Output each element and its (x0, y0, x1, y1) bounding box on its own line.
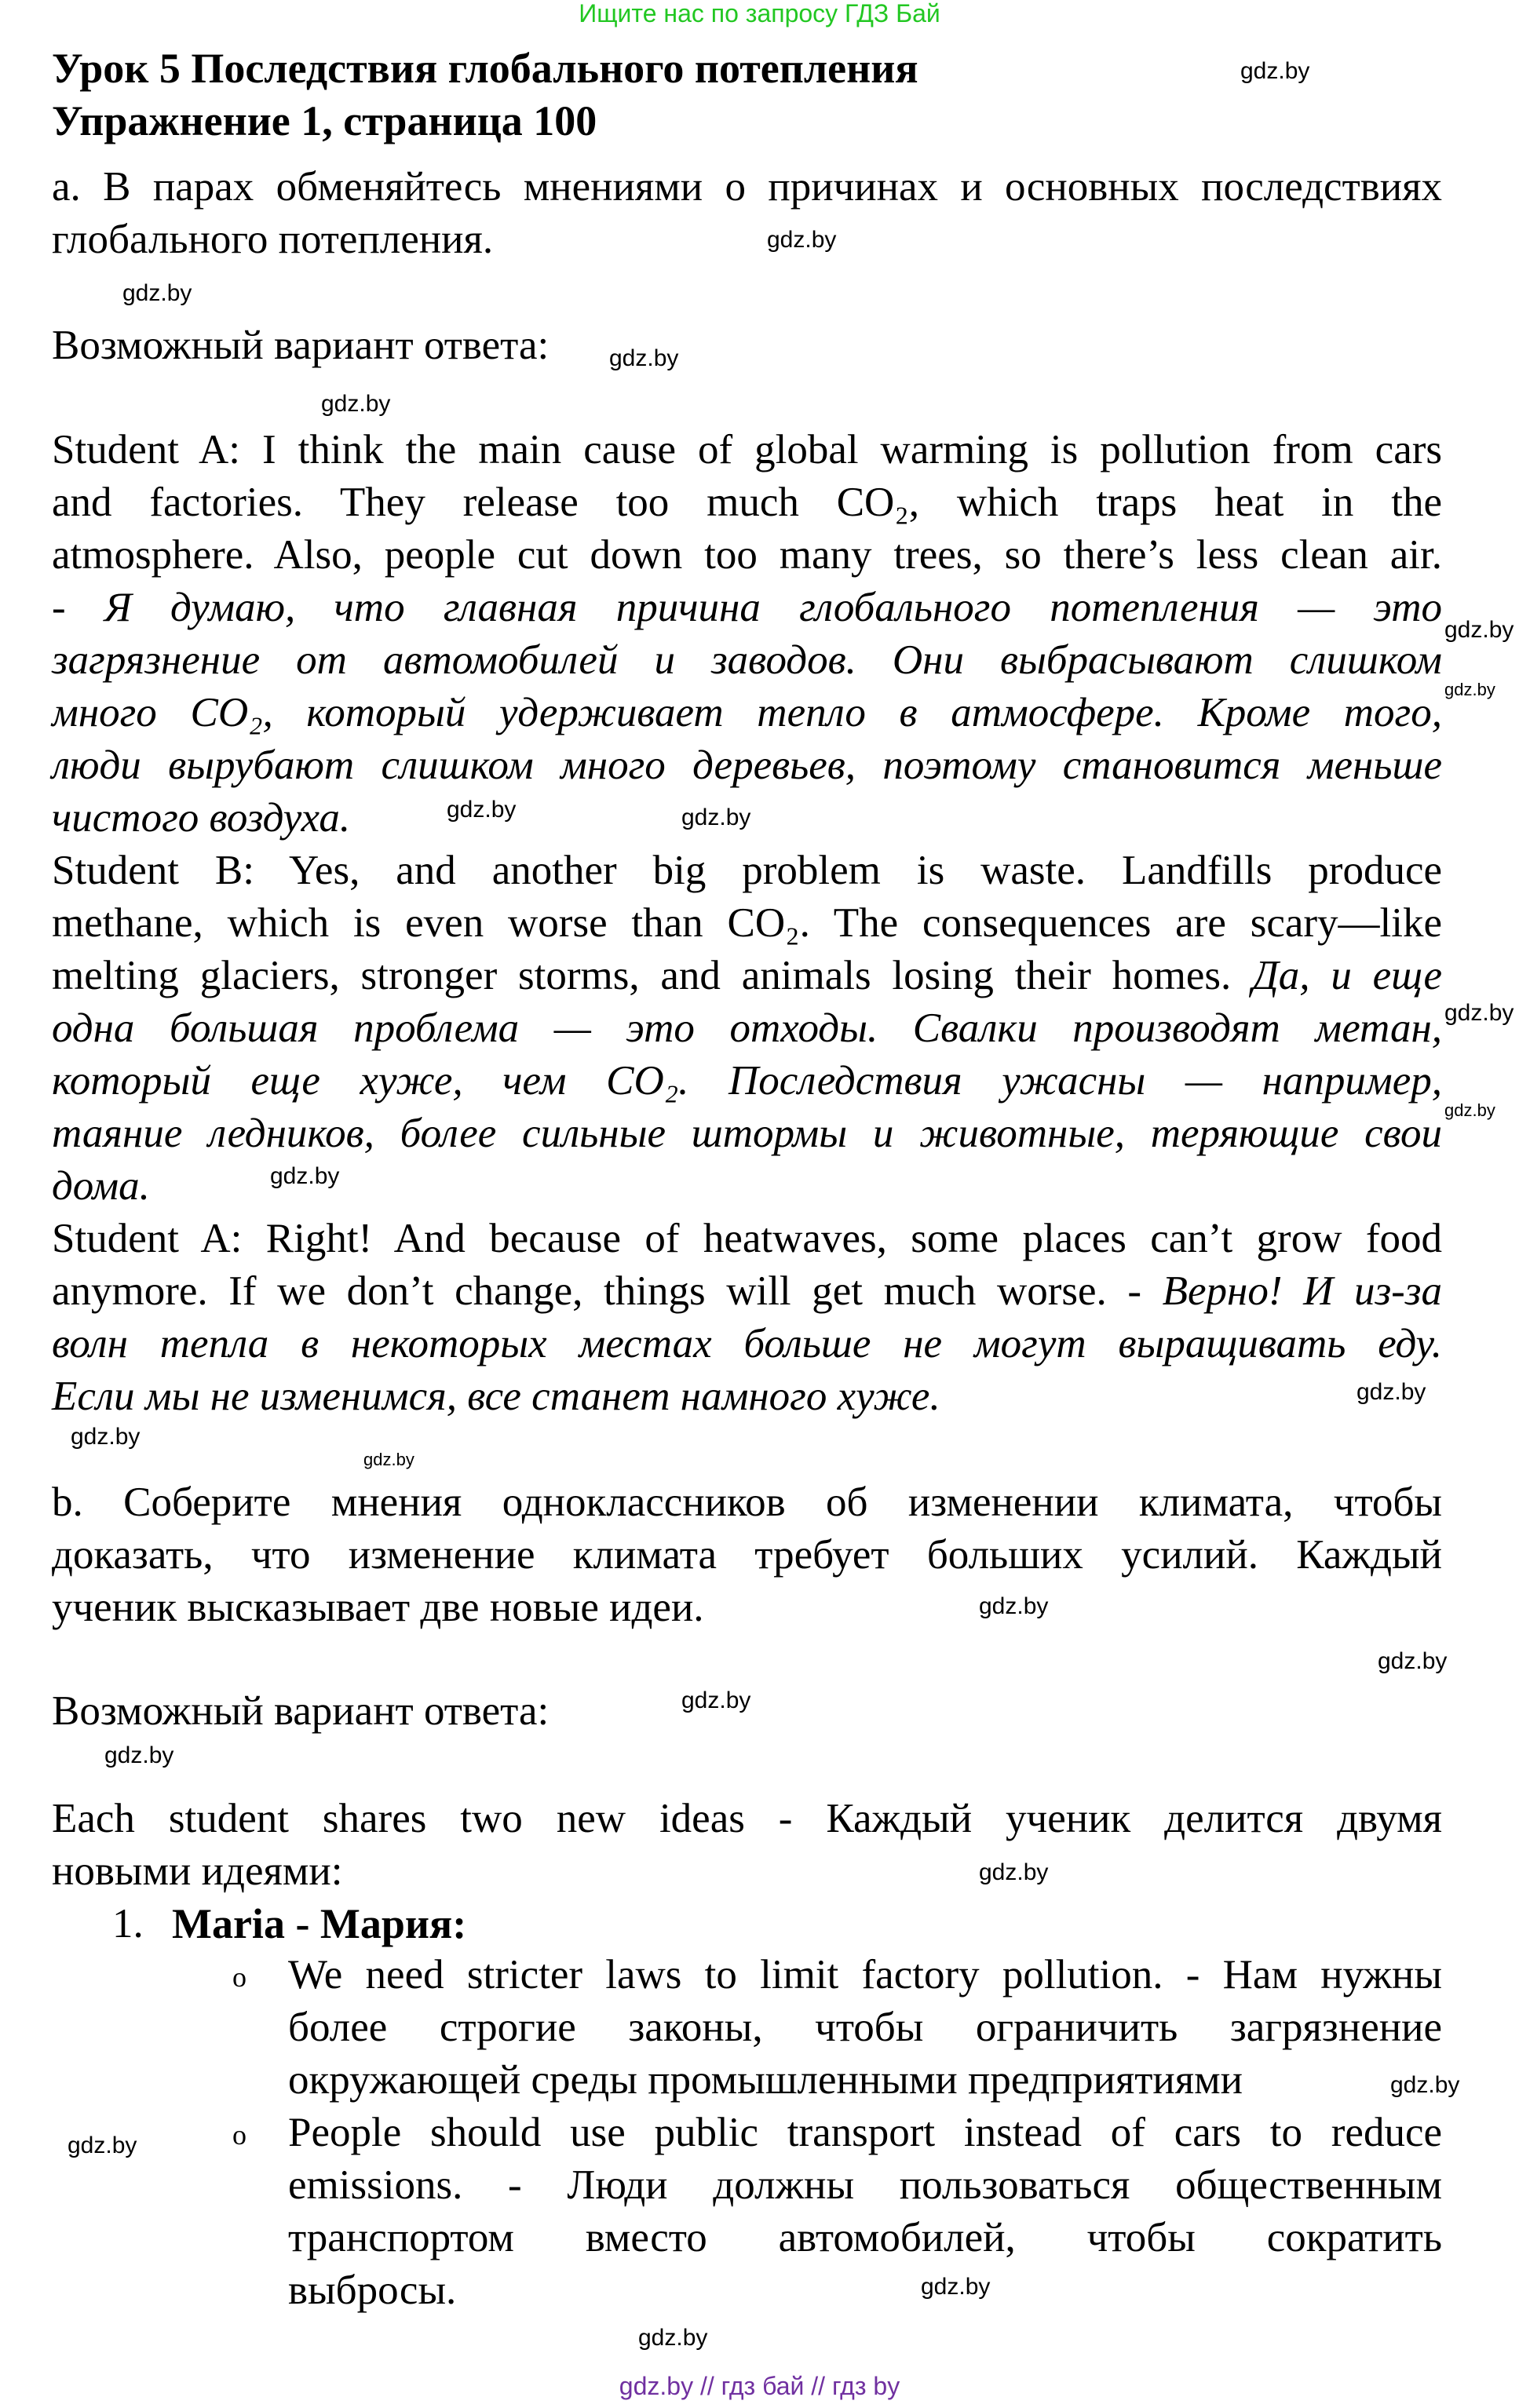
text-line (52, 1793, 1442, 1845)
watermark: gdz.by (979, 1859, 1049, 1885)
text-segment: anymore. If we don’t change, things will get much worse. - (52, 1268, 1163, 1314)
watermark: gdz.by (609, 345, 679, 371)
watermark: gdz.by (1444, 1000, 1514, 1026)
text-line (52, 213, 493, 266)
text-line (288, 2264, 456, 2317)
text-segment: транспортом вместо автомобилей, чтобы сократить (288, 2215, 1442, 2260)
text-line (52, 1107, 1442, 1160)
text-segment: ученик высказывает две новые идеи. (52, 1585, 704, 1630)
text-segment: Возможный вариант ответа: (52, 1688, 550, 1734)
text-line (52, 95, 597, 148)
text-line (52, 1476, 1442, 1529)
text-line (52, 1318, 1442, 1370)
text-line (52, 1265, 1442, 1318)
translation-text: чистого воздуха. (52, 795, 351, 841)
text-segment: более строгие законы, чтобы ограничить загрязнение (288, 2005, 1442, 2050)
lesson-title (52, 42, 1442, 148)
bullet-icon: o (232, 1961, 246, 1993)
watermark: gdz.by (104, 1742, 174, 1768)
watermark: gdz.by (681, 1687, 751, 1713)
watermark: gdz.by (363, 1450, 414, 1469)
translation-text: - Я думаю, что главная причина глобального потепления — это (52, 585, 1442, 630)
search-hint: Ищите нас по запросу ГДЗ Бай (579, 0, 940, 27)
task-a (52, 161, 1442, 266)
translation-text: который еще хуже, чем CO₂. Последствия ужасны — например, (52, 1058, 1442, 1104)
translation-text: одна большая проблема — это отходы. Свалки производят метан, (52, 1005, 1442, 1051)
text-line (52, 1055, 1442, 1107)
text-segment: Student A: I think the main cause of global warming is pollution from cars (52, 427, 1442, 472)
idea-item (288, 1949, 1442, 2107)
student-name: Maria - Мария: (172, 1900, 467, 1947)
text-segment: выбросы. (288, 2268, 457, 2313)
text-line (288, 2054, 1243, 2107)
text-segment: Each student shares two new ideas - Каждый ученик делится двумя (52, 1796, 1442, 1841)
text-line (52, 1002, 1442, 1055)
translation-text: Если мы не изменимся, все станет намного хуже. (52, 1374, 940, 1419)
translation-text: люди вырубают слишком много деревьев, поэтому становится меньше (52, 742, 1442, 788)
text-line (52, 1213, 1442, 1265)
watermark: gdz.by (921, 2274, 991, 2300)
watermark: gdz.by (681, 804, 751, 830)
text-segment: emissions. - Люди должны пользоваться общественным (288, 2162, 1442, 2208)
text-line (52, 1845, 343, 1898)
answer-label (52, 319, 1442, 372)
text-line (52, 687, 1442, 739)
footer-links: gdz.by // гдз бай // гдз by (619, 2372, 900, 2400)
text-line (52, 1582, 704, 1634)
idea-item (288, 2107, 1442, 2317)
text-segment: People should use public transport instead of cars to reduce (288, 2110, 1442, 2155)
translation-text: загрязнение от автомобилей и заводов. Они выбрасывают слишком (52, 637, 1442, 683)
text-line (52, 739, 1442, 792)
watermark: gdz.by (1240, 58, 1310, 84)
watermark: gdz.by (122, 280, 192, 306)
text-line (288, 2107, 1442, 2159)
text-segment: and factories. They release too much CO₂, which traps heat in the (52, 480, 1442, 525)
bullet-icon: o (232, 2119, 246, 2151)
translation-text: Да, и еще (1252, 953, 1442, 998)
text-line (52, 1160, 150, 1213)
text-line (52, 845, 1442, 897)
text-line (52, 582, 1442, 634)
watermark: gdz.by (1444, 680, 1495, 699)
text-line (52, 1685, 549, 1738)
text-line (52, 42, 918, 95)
text-line (52, 424, 1442, 476)
text-segment: окружающей среды промышленными предприятиями (288, 2057, 1243, 2103)
text-line (52, 1370, 940, 1423)
text-segment: We need stricter laws to limit factory pollution. - Нам нужны (288, 1952, 1442, 1998)
watermark: gdz.by (447, 797, 517, 823)
list-number: 1. (112, 1901, 144, 1946)
text-segment: Student B: Yes, and another big problem is waste. Landfills produce (52, 848, 1442, 893)
translation-text: дома. (52, 1163, 150, 1209)
text-segment: новыми идеями: (52, 1848, 343, 1894)
text-line (52, 319, 549, 372)
text-segment: глобального потепления. (52, 217, 494, 262)
task-b (52, 1476, 1442, 1634)
text-line (52, 161, 1442, 213)
text-segment: Возможный вариант ответа: (52, 323, 550, 368)
text-segment: а. В парах обменяйтесь мнениями о причинах и основных последствиях (52, 164, 1442, 210)
text-segment: Урок 5 Последствия глобального потепления (52, 45, 918, 92)
text-line (52, 897, 1442, 950)
text-segment: methane, which is even worse than CO₂. The consequences are scary—like (52, 900, 1442, 946)
watermark: gdz.by (321, 391, 391, 417)
watermark: gdz.by (270, 1163, 340, 1189)
text-line (52, 529, 1442, 582)
translation-text: таяние ледников, более сильные штормы и животные, теряющие свои (52, 1111, 1442, 1156)
text-segment: Student A: Right! And because of heatwaves, some places can’t grow food (52, 1216, 1442, 1261)
text-segment: b. Соберите мнения одноклассников об изменении климата, чтобы (52, 1479, 1442, 1525)
translation-text: много CO₂, который удерживает тепло в атмосфере. Кроме того, (52, 690, 1442, 735)
text-line (288, 2001, 1442, 2054)
text-line (52, 792, 350, 845)
text-segment: melting glaciers, stronger storms, and animals losing their homes. (52, 953, 1253, 998)
watermark: gdz.by (1378, 1648, 1448, 1674)
watermark: gdz.by (638, 2325, 708, 2351)
watermark: gdz.by (979, 1593, 1049, 1619)
watermark: gdz.by (1357, 1379, 1426, 1405)
text-line (52, 950, 1442, 1002)
translation-text: Верно! И из-за (1162, 1268, 1442, 1314)
translation-text: волн тепла в некоторых местах больше не могут выращивать еду. (52, 1321, 1442, 1366)
dialogue (52, 424, 1442, 1423)
text-segment: доказать, что изменение климата требует больших усилий. Каждый (52, 1532, 1442, 1578)
text-line (288, 2212, 1442, 2264)
text-segment: Упражнение 1, страница 100 (52, 97, 597, 144)
watermark: gdz.by (1444, 1100, 1495, 1120)
text-line (288, 2159, 1442, 2212)
text-line (288, 1949, 1442, 2001)
text-line (52, 634, 1442, 687)
watermark: gdz.by (1390, 2072, 1460, 2098)
watermark: gdz.by (1444, 617, 1514, 643)
intro-text (52, 1793, 1442, 1898)
watermark: gdz.by (71, 1424, 141, 1450)
watermark: gdz.by (68, 2133, 137, 2158)
text-line (52, 476, 1442, 529)
text-line (52, 1529, 1442, 1582)
text-segment: atmosphere. Also, people cut down too many trees, so there’s less clean air. (52, 532, 1442, 578)
watermark: gdz.by (767, 227, 837, 253)
